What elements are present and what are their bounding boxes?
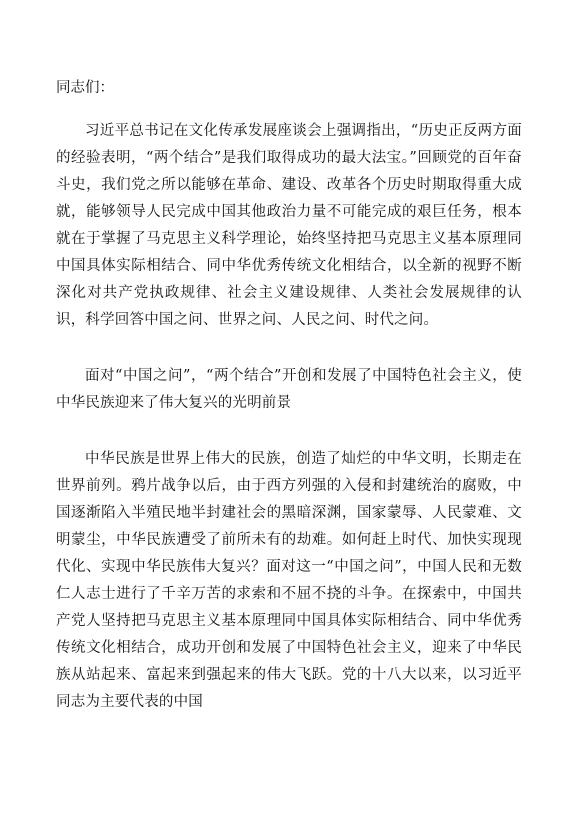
paragraph-intro: 习近平总书记在文化传承发展座谈会上强调指出，“历史正反两方面的经验表明，“两个结合”是我们取得成功的最大法宝。”回顾党的百年奋斗史，我们党之所以能够在革命、建设、改革各个历史时期取得重大成就，能够领导人民完成中国其他政治力量不可能完成的艰巨任务，根本就在于掌握了马克思主义科学理论，始终坚持把马克思主义基本原理同中国具体实际相结合、同中华优秀传统文化相结合，以全新的视野不断深化对共产党执政规律、社会主义建设规律、人类社会发展规律的认识，科学回答中国之问、世界之问、人民之问、时代之问。 <box>56 123 522 328</box>
greeting: 同志们： <box>56 80 114 96</box>
paragraph-body: 中华民族是世界上伟大的民族，创造了灿烂的中华文明，长期走在世界前列。鸦片战争以后，由于西方列强的入侵和封建统治的腐败，中国逐渐陷入半殖民地半封建社会的黑暗深渊，国家蒙辱、人民蒙难、文明蒙尘，中华民族遭受了前所未有的劫难。如何赶上时代、加快实现现代化、实现中华民族伟大复兴？面对这一“中国之问”，中国人民和无数仁人志士进行了千辛万苦的求索和不屈不挠的斗争。在探索中，中国共产党人坚持把马克思主义基本原理同中国具体实际相结合、同中华优秀传统文化相结合，成功开创和发展了中国特色社会主义，迎来了中华民族从站起来、富起来到强起来的伟大飞跃。党的十八大以来，以习近平同志为主要代表的中国 <box>56 451 522 710</box>
section-heading: 面对“中国之问”，“两个结合”开创和发展了中国特色社会主义，使中华民族迎来了伟大复兴的光明前景 <box>56 368 522 411</box>
